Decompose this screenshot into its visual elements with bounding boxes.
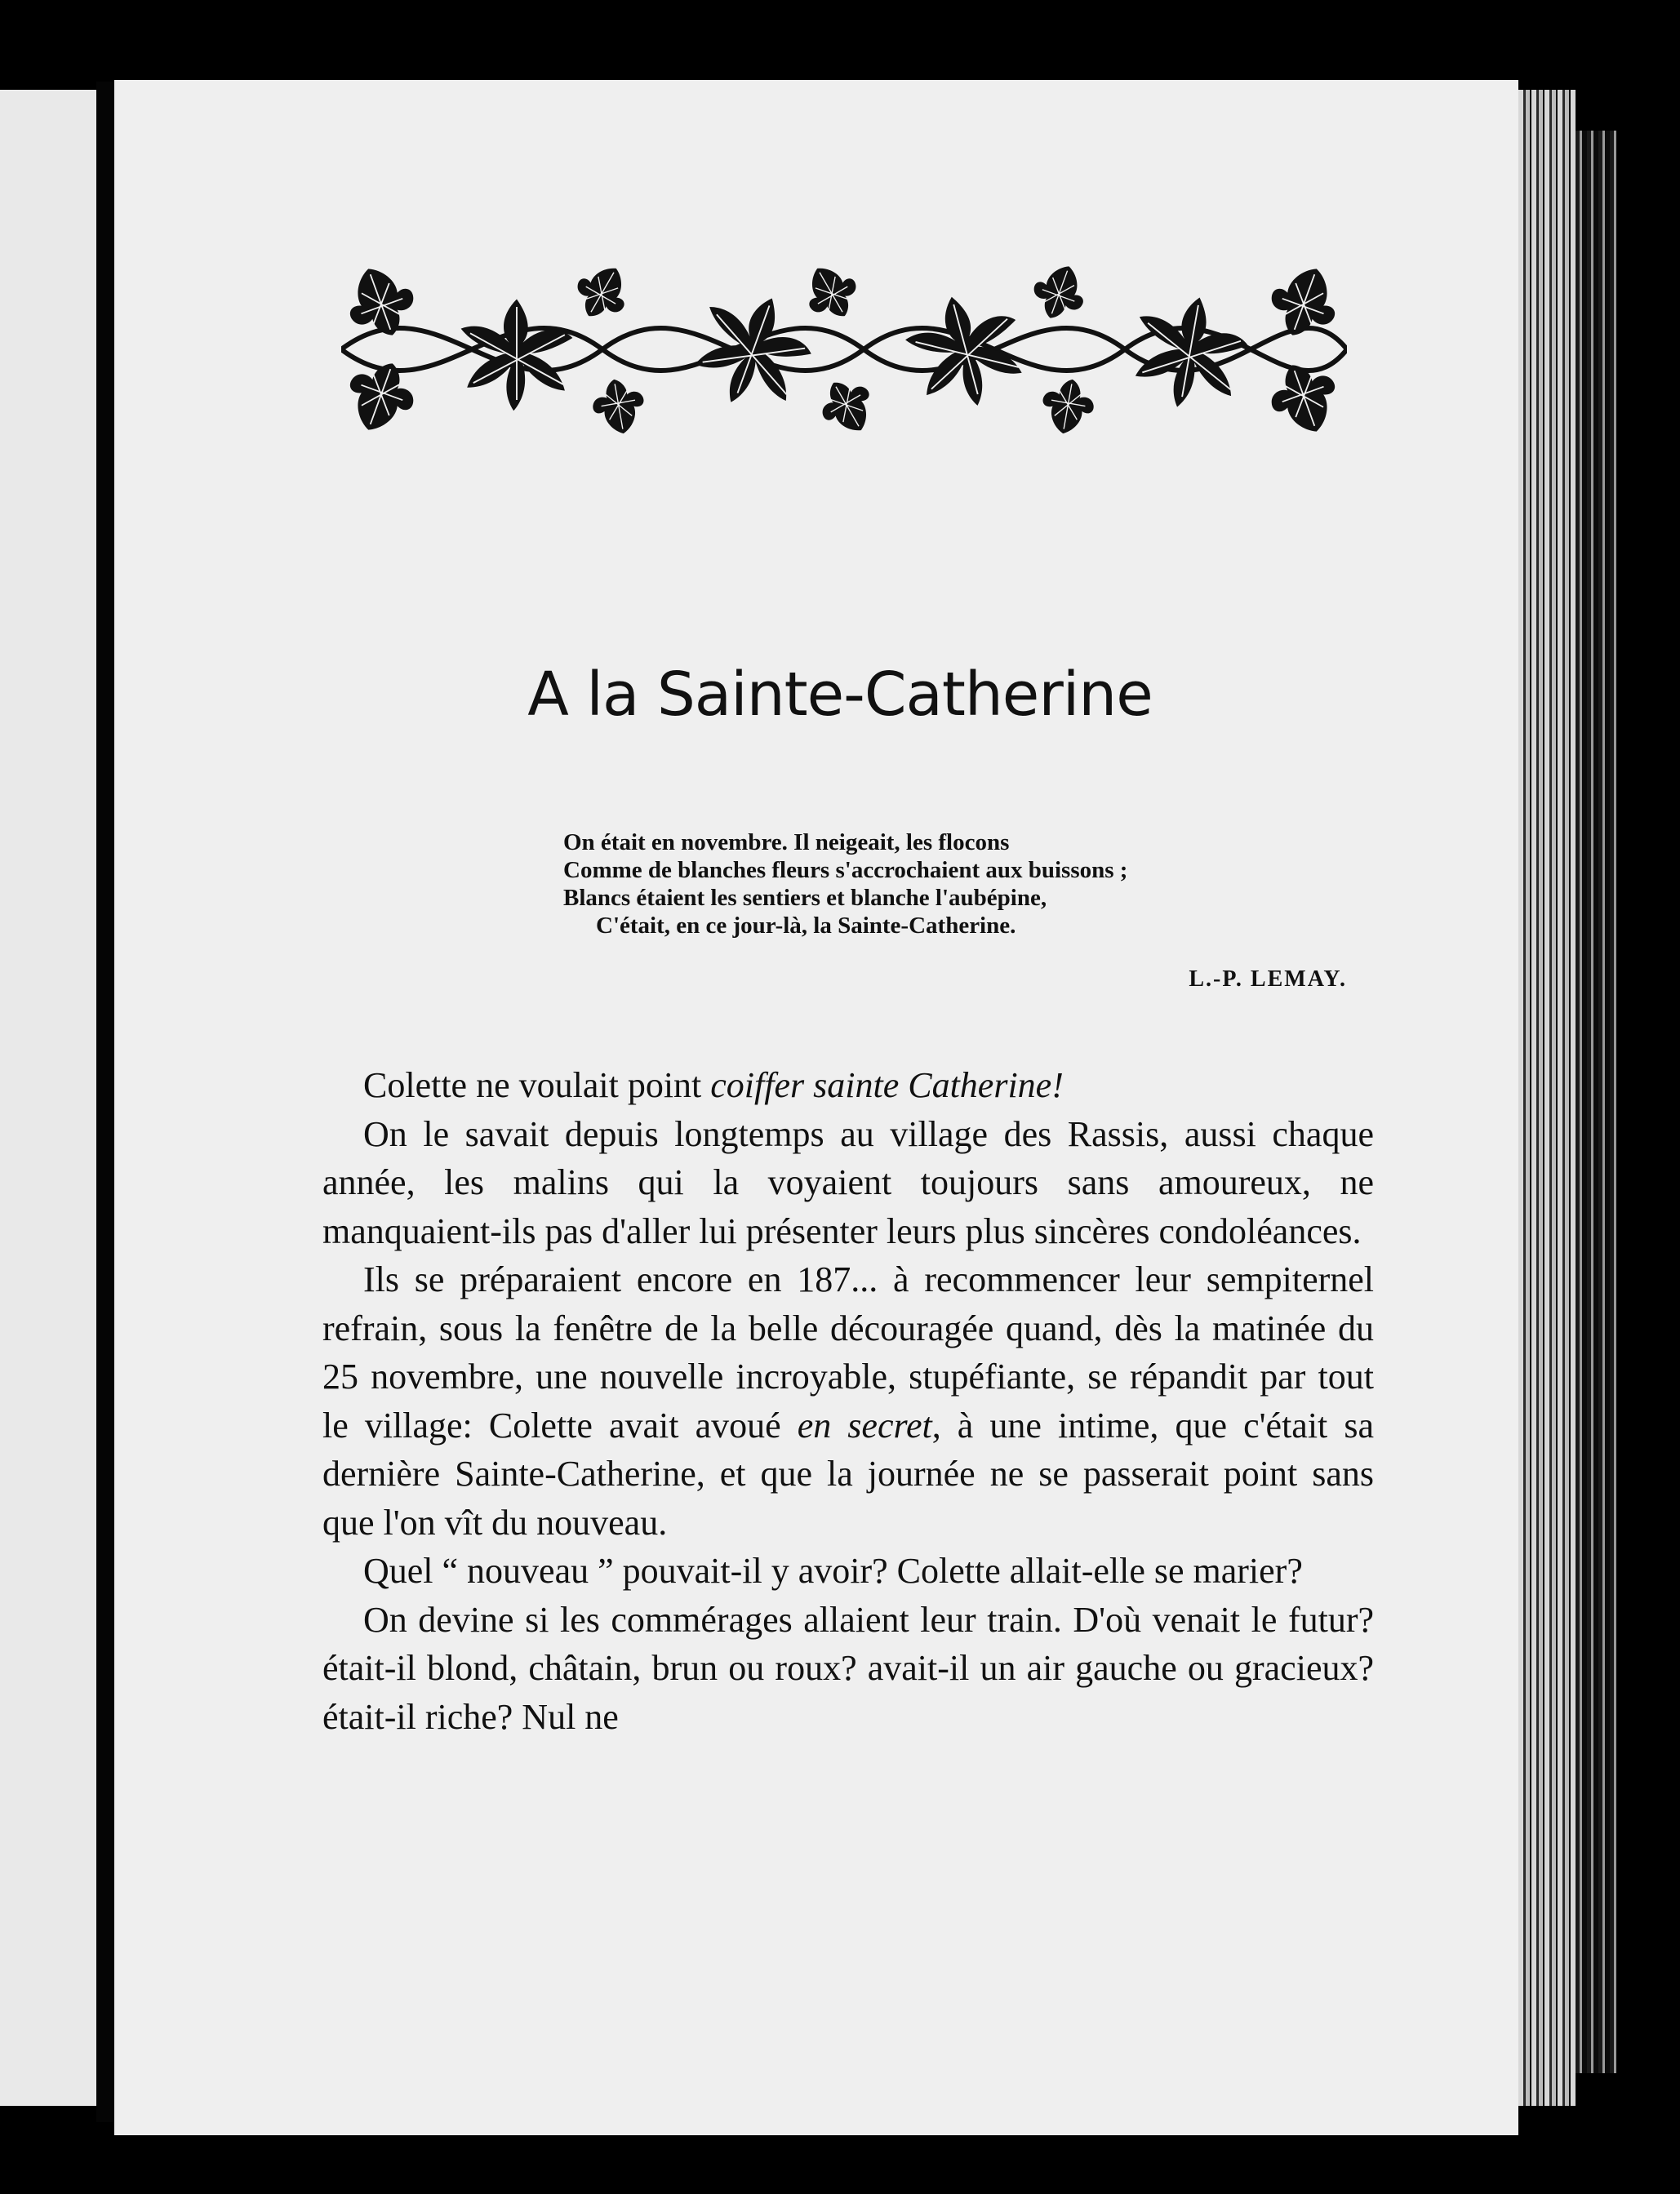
- vine-leaf-ornament-icon: [341, 260, 1347, 441]
- left-page-edge: [0, 90, 96, 2106]
- paragraph-text: Colette ne voulait point: [363, 1065, 711, 1105]
- paragraph: On devine si les commérages allaient leur train. D'où venait le futur? était-il blond, châtain, brun ou roux? avait-il un air gauche ou gracieux? était-il riche? Nul ne: [322, 1599, 1374, 1737]
- italic-phrase: en secret: [797, 1405, 932, 1446]
- italic-phrase: coiffer sainte Catherine!: [710, 1065, 1064, 1105]
- paragraph-text: Ils se préparaient encore en 187... à recommencer leur sempiternel refrain, sous la fenêtre de la belle découragée quand, dès la matinée du 25 novembre, une nouvelle incroyable, stupéfiante, se répandit par tout le village: Colette avait avoué: [322, 1259, 1374, 1446]
- paragraph-text: , à une intime, que c'était sa dernière Sainte-Catherine, et que la journée ne se passerait point sans que l'on vît du nouveau.: [322, 1405, 1374, 1543]
- paragraph: On le savait depuis longtemps au village des Rassis, aussi chaque année, les malins qui la voyaient toujours sans amoureux, ne manquaient-ils pas d'aller lui présenter leurs plus sincères condoléances.: [322, 1113, 1374, 1251]
- epigraph-line: Blancs étaient les sentiers et blanche l'aubépine,: [563, 885, 1047, 911]
- body-text: [322, 1061, 1374, 1741]
- epigraph: [563, 828, 1380, 939]
- book-gutter: [96, 82, 113, 2122]
- epigraph-attribution: L.-P. LEMAY.: [1189, 966, 1347, 992]
- epigraph-line: Comme de blanches fleurs s'accrochaient aux buissons ;: [563, 857, 1128, 883]
- paragraph: [322, 1061, 1374, 1110]
- epigraph-line: C'était, en ce jour-là, la Sainte-Catherine.: [596, 913, 1016, 939]
- page-title: A la Sainte-Catherine: [527, 660, 1153, 730]
- page-stack-edge: [1518, 90, 1576, 2106]
- epigraph-line: On était en novembre. Il neigeait, les flocons: [563, 829, 1010, 855]
- paragraph: [322, 1255, 1374, 1547]
- page-stack-edge-outer: [1576, 131, 1616, 2073]
- paragraph: Quel “ nouveau ” pouvait-il y avoir? Colette allait-elle se marier?: [363, 1551, 1303, 1591]
